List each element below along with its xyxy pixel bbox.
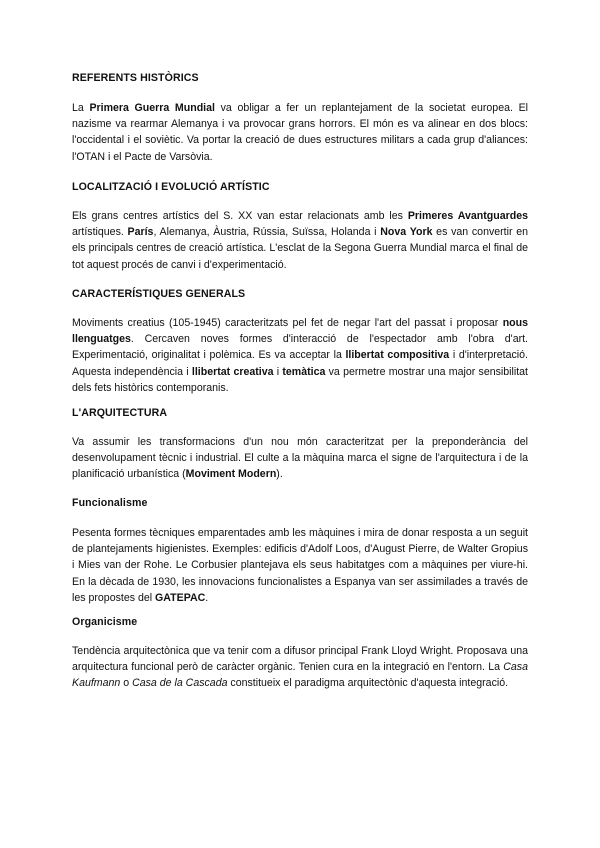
- text-run: es van convertir en els principals centres de creació artística. L'esclat de la Segona Guerra Mundial marca el final de tot aquest procés de canvi i d'experimentació.: [72, 226, 529, 271]
- paragraph-arquitectura: [72, 434, 528, 483]
- paragraph-organicisme: [72, 643, 528, 692]
- text-run: Moviments creatius (105-1945) caracteritzats pel fet de negar l'art del passat i proposar: [72, 317, 503, 329]
- bold-text: Nova York: [380, 226, 433, 239]
- text-run: .: [205, 591, 209, 604]
- text-run: Pesenta formes tècniques emparentades amb les màquines i mira de donar resposta a un seguit de plantejaments higienistes. Exemples: edificis d'Adolf Loos, d'August Pierre, de Walter Gropius i Mies van der Rohe. Le Corbusier plantejava els seus habitatges com a màquines per viure-hi. En la dècada de 1930, les innovacions funcionalistes a Espanya van ser assimilades a través de les propostes del: [72, 527, 528, 604]
- paragraph-referents-historics: [72, 100, 528, 165]
- heading-localitzacio-evolucio: LOCALITZACIÓ I EVOLUCIÓ ARTÍSTIC: [72, 181, 270, 193]
- bold-text: llibertat compositiva: [345, 349, 450, 362]
- text-run: va permetre mostrar una major sensibilitat dels fets històrics contemporanis.: [72, 365, 529, 394]
- text-run: artístiques.: [72, 226, 128, 239]
- italic-text: Casa Kaufmann: [72, 661, 528, 690]
- bold-text: Moviment Modern: [185, 468, 277, 481]
- text-run: Tendència arquitectònica que va tenir com a difusor principal Frank Lloyd Wright. Proposava una arquitectura funcional però de caràcter orgànic. Tenien cura en la integració en l'entorn. La: [72, 645, 528, 674]
- text-run: ).: [276, 468, 283, 481]
- text-run: , Alemanya, Àustria, Rússia, Suïssa, Holanda i: [153, 226, 381, 239]
- bold-text: Primeres Avantguardes: [407, 210, 528, 222]
- paragraph-funcionalisme: [72, 525, 528, 606]
- bold-text: Primera Guerra Mundial: [89, 102, 215, 114]
- heading-caracteristiques-generals: CARACTERÍSTIQUES GENERALS: [72, 288, 246, 300]
- bold-text: París: [127, 226, 154, 239]
- bold-text: GATEPAC: [155, 591, 206, 604]
- heading-funcionalisme: Funcionalisme: [72, 497, 148, 509]
- heading-arquitectura: L'ARQUITECTURA: [72, 407, 168, 419]
- text-run: La: [72, 102, 90, 114]
- text-run: Va assumir les transformacions d'un nou món caracteritzat per la preponderància del desenvolupament tècnic i industrial. El culte a la màquina marca el signe de l'arquitectura i de la planificació urbanística (: [72, 436, 528, 481]
- text-run: o: [120, 677, 133, 690]
- bold-text: llibertat creativa: [191, 365, 274, 378]
- text-run: Els grans centres artístics del S. XX van estar relacionats amb les: [72, 210, 408, 222]
- paragraph-localitzacio-evolucio: [72, 208, 528, 273]
- bold-text: temàtica: [282, 365, 326, 378]
- text-run: . Cercaven noves formes d'interacció de l'espectador amb l'obra d'art. Experimentació, originalitat i polèmica. Es va acceptar la: [72, 333, 528, 362]
- text-run: va obligar a fer un replantejament de la societat europea. El nazisme va rearmar Alemanya i va provocar grans horrors. El món es va alinear en dos blocs: l'occidental i el soviètic. Va portar la creació de dues estructures militars a cada grup d'aliances: l'OTAN i el Pacte de Varsòvia.: [72, 102, 528, 163]
- heading-organicisme: Organicisme: [72, 616, 138, 628]
- text-run: i: [273, 365, 283, 378]
- italic-text: Casa de la Cascada: [132, 677, 228, 690]
- bold-text: nous llenguatges: [72, 317, 528, 346]
- paragraph-caracteristiques-generals: [72, 315, 528, 396]
- text-run: constitueix el paradigma arquitectònic d'aquesta integració.: [227, 677, 509, 690]
- text-run: i d'interpretació. Aquesta independència i: [72, 349, 528, 378]
- heading-referents-historics: REFERENTS HISTÒRICS: [72, 72, 199, 84]
